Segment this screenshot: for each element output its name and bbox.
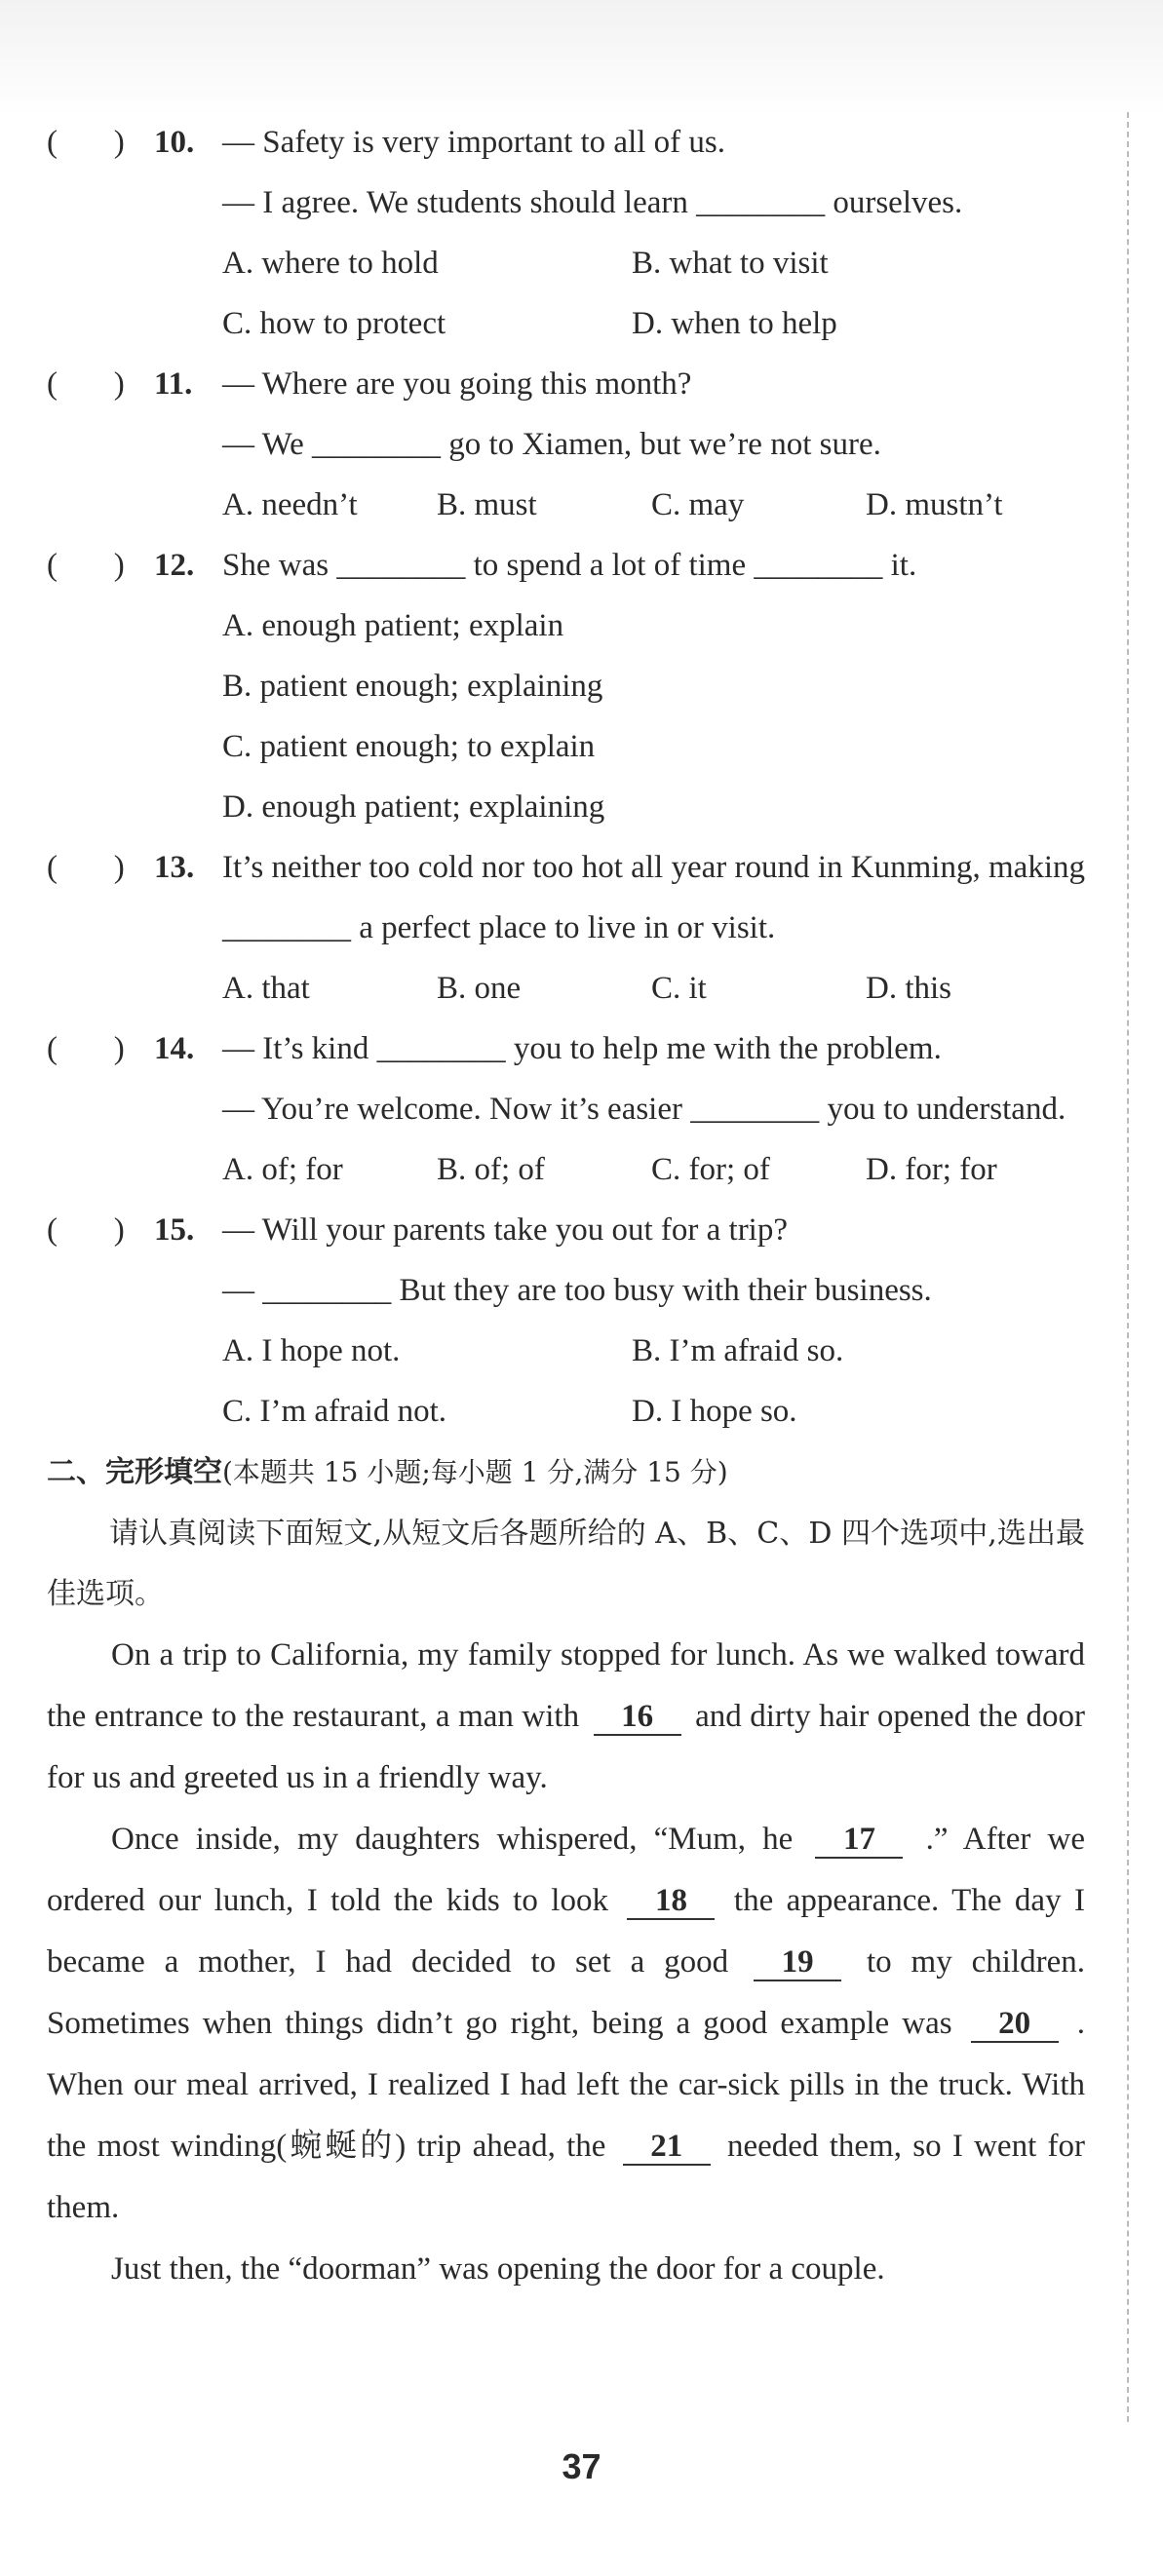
blank-17[interactable]: 17 bbox=[815, 1822, 903, 1859]
option-d: D. when to help bbox=[632, 306, 837, 341]
blank-18[interactable]: 18 bbox=[627, 1883, 715, 1920]
option-c: C. for; of bbox=[651, 1152, 770, 1187]
option-b: B. must bbox=[437, 487, 537, 522]
passage-paragraph-2 bbox=[47, 1809, 1085, 2239]
answer-bracket[interactable]: ( ) bbox=[47, 1212, 125, 1248]
question-10 bbox=[47, 112, 1085, 354]
page-top-shadow bbox=[0, 0, 1163, 117]
option-a: A. that bbox=[222, 971, 310, 1006]
passage-text: to my children. Sometimes when things didn’t go right, being a good example was bbox=[47, 1944, 1085, 2041]
blank-20[interactable]: 20 bbox=[971, 2006, 1059, 2043]
option-b: B. one bbox=[437, 971, 522, 1006]
section-heading bbox=[47, 1442, 1085, 1504]
worksheet-page bbox=[47, 112, 1085, 2300]
margin-dashed-line bbox=[1127, 112, 1129, 2422]
question-line: — I agree. We students should learn ________ ourselves. bbox=[222, 185, 963, 220]
section-instruction: 请认真阅读下面短文,从短文后各题所给的 A、B、C、D 四个选项中,选出最佳选项。 bbox=[47, 1517, 1085, 1611]
option-b: B. I’m afraid so. bbox=[632, 1333, 844, 1368]
option-b: B. of; of bbox=[437, 1152, 545, 1187]
question-15 bbox=[47, 1200, 1085, 1442]
question-number: 12. bbox=[154, 548, 195, 583]
question-number: 13. bbox=[154, 850, 195, 885]
question-line: — ________ But they are too busy with their business. bbox=[222, 1273, 932, 1308]
section-title: 二、完形填空 bbox=[47, 1455, 222, 1489]
question-line: It’s neither too cold nor too hot all year round in Kunming, making ________ a perfect place to live in or visit. bbox=[222, 850, 1085, 945]
question-line: — We ________ go to Xiamen, but we’re not sure. bbox=[222, 427, 881, 462]
question-line: She was ________ to spend a lot of time ________ it. bbox=[222, 548, 917, 583]
question-line: — Where are you going this month? bbox=[222, 366, 692, 402]
option-c: C. I’m afraid not. bbox=[222, 1394, 447, 1429]
passage-text: needed them, so I went for them. bbox=[47, 2129, 1085, 2225]
option-a: A. I hope not. bbox=[222, 1333, 401, 1368]
page-number: 37 bbox=[562, 2446, 601, 2486]
option-c: C. patient enough; to explain bbox=[222, 729, 596, 764]
passage-text: On a trip to California, my family stopped for lunch. As we walked toward the entrance to the restaurant, a man with bbox=[47, 1637, 1085, 1734]
question-line: — Safety is very important to all of us. bbox=[222, 125, 725, 160]
passage-paragraph-1 bbox=[47, 1625, 1085, 1809]
option-d: D. I hope so. bbox=[632, 1394, 797, 1429]
question-number: 15. bbox=[154, 1212, 195, 1248]
answer-bracket[interactable]: ( ) bbox=[47, 1031, 125, 1066]
answer-bracket[interactable]: ( ) bbox=[47, 850, 125, 885]
option-b: B. what to visit bbox=[632, 246, 829, 281]
passage-text: and dirty hair opened the door for us and greeted us in a friendly way. bbox=[47, 1699, 1086, 1795]
question-line: — Will your parents take you out for a trip? bbox=[222, 1212, 788, 1248]
question-line: — You’re welcome. Now it’s easier ________ you to understand. bbox=[222, 1092, 1066, 1127]
option-a: A. of; for bbox=[222, 1152, 343, 1187]
option-d: D. mustn’t bbox=[866, 487, 1003, 522]
question-number: 14. bbox=[154, 1031, 195, 1066]
question-line: — It’s kind ________ you to help me with the problem. bbox=[222, 1031, 942, 1066]
passage-text: Once inside, my daughters whispered, “Mum, he bbox=[111, 1822, 794, 1857]
passage-text: .” After we ordered our lunch, I told the kids to look bbox=[47, 1822, 1085, 1918]
option-c: C. it bbox=[651, 971, 707, 1006]
section-note: (本题共 15 小题;每小题 1 分,满分 15 分) bbox=[222, 1456, 728, 1488]
answer-bracket[interactable]: ( ) bbox=[47, 366, 125, 402]
option-a: A. needn’t bbox=[222, 487, 358, 522]
option-c: C. how to protect bbox=[222, 306, 446, 341]
option-d: D. enough patient; explaining bbox=[222, 789, 605, 825]
passage-text: . When our meal arrived, I realized I had left the car-sick pills in the truck. With the most winding(蜿蜒的) trip ahead, the bbox=[47, 2006, 1085, 2164]
option-b: B. patient enough; explaining bbox=[222, 669, 603, 704]
option-d: D. for; for bbox=[866, 1152, 997, 1187]
question-number: 10. bbox=[154, 125, 195, 160]
answer-bracket[interactable]: ( ) bbox=[47, 548, 125, 583]
option-c: C. may bbox=[651, 487, 745, 522]
question-11 bbox=[47, 354, 1085, 535]
question-12 bbox=[47, 535, 1085, 837]
question-number: 11. bbox=[154, 366, 193, 402]
passage-text: the appearance. The day I became a mother, I had decided to set a good bbox=[47, 1883, 1086, 1980]
answer-bracket[interactable]: ( ) bbox=[47, 125, 125, 160]
blank-19[interactable]: 19 bbox=[754, 1944, 841, 1981]
question-13 bbox=[47, 837, 1085, 1019]
option-d: D. this bbox=[866, 971, 952, 1006]
option-a: A. where to hold bbox=[222, 246, 439, 281]
option-a: A. enough patient; explain bbox=[222, 608, 564, 643]
blank-21[interactable]: 21 bbox=[623, 2129, 711, 2166]
question-14 bbox=[47, 1019, 1085, 1200]
passage-paragraph-3: Just then, the “doorman” was opening the door for a couple. bbox=[111, 2251, 885, 2287]
blank-16[interactable]: 16 bbox=[594, 1699, 681, 1736]
